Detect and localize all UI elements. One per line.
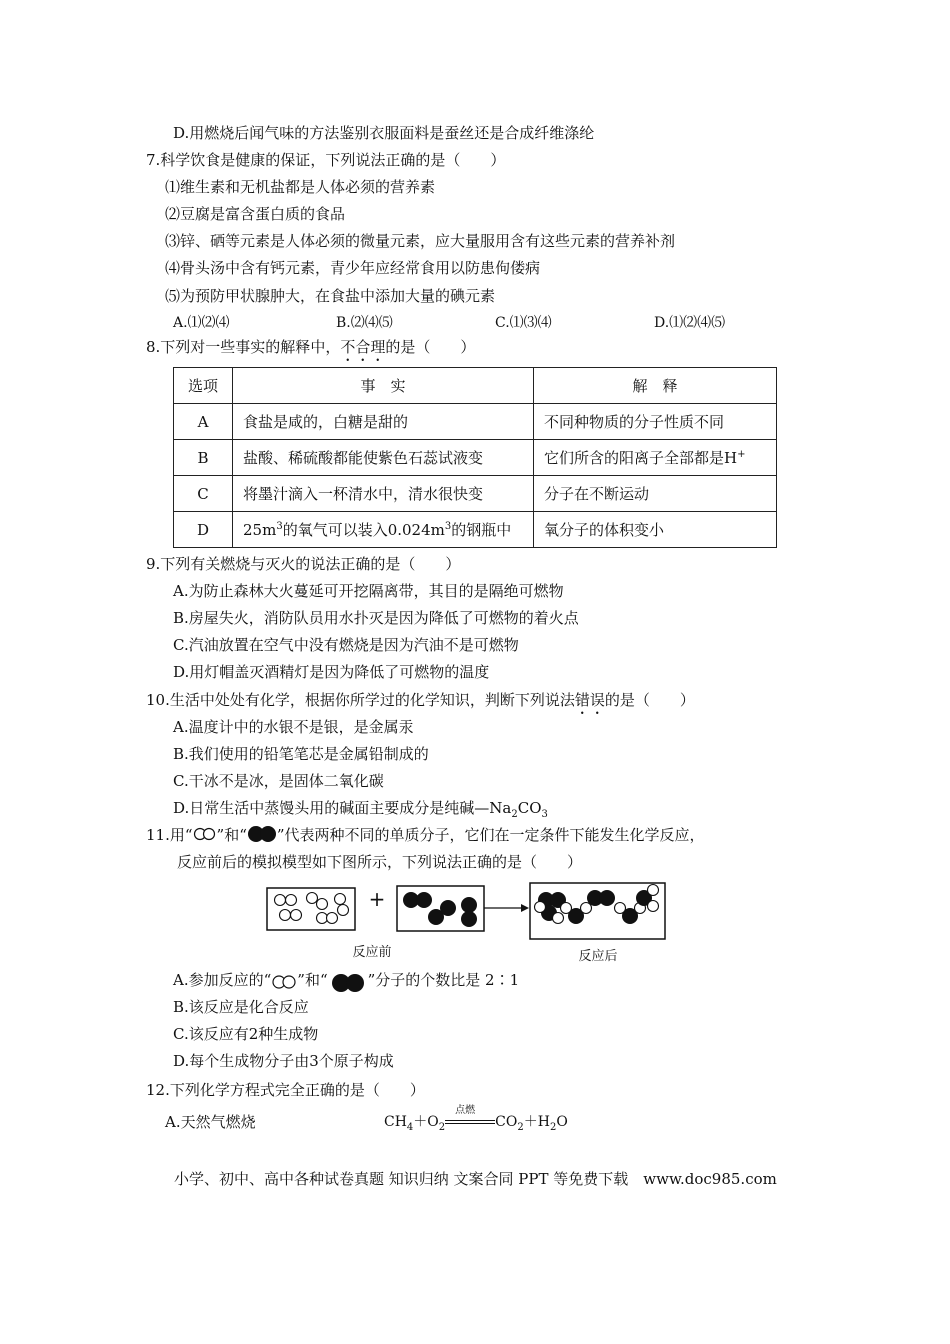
row-fact bbox=[233, 512, 534, 548]
label-after: 反应后 bbox=[578, 949, 618, 964]
q10-option-b: B.我们使用的铅笔笔芯是金属铅制成的 bbox=[173, 745, 429, 763]
row-fact: 盐酸、稀硫酸都能使紫色石蕊试液变 bbox=[233, 440, 534, 476]
q10-stem-emphasis: 错误 bbox=[574, 691, 605, 709]
q8-table bbox=[173, 367, 777, 548]
reaction-condition bbox=[445, 1105, 495, 1129]
ion-charge-sup: + bbox=[737, 449, 746, 460]
q8-stem-emphasis: 不合理 bbox=[340, 338, 386, 356]
white-molecule-icon bbox=[271, 973, 297, 989]
eq-sub: 2 bbox=[438, 1121, 446, 1133]
header-fact: 事 实 bbox=[233, 368, 534, 404]
q11-stem-line1 bbox=[146, 825, 705, 845]
row-explanation bbox=[534, 440, 777, 476]
double-line-top bbox=[445, 1120, 495, 1121]
eq-sub: 4 bbox=[406, 1121, 414, 1133]
q11-option-c: C.该反应有2种生成物 bbox=[173, 1025, 319, 1043]
q7-item-4: ⑷骨头汤中含有钙元素，青少年应经常食用以防患佝偻病 bbox=[165, 259, 541, 277]
q9-option-d: D.用灯帽盖灭酒精灯是因为降低了可燃物的温度 bbox=[173, 663, 490, 681]
page-footer: 小学、初中、高中各种试卷真题 知识归纳 文案合同 PPT 等免费下载 www.doc985.com bbox=[174, 1170, 777, 1188]
q9-option-a: A.为防止森林大火蔓延可开挖隔离带，其目的是隔绝可燃物 bbox=[173, 582, 564, 600]
row-explanation: 分子在不断运动 bbox=[534, 476, 777, 512]
arrow-head-icon bbox=[521, 904, 529, 912]
q11-option-b: B.该反应是化合反应 bbox=[173, 998, 309, 1016]
q7-item-2: ⑵豆腐是富含蛋白质的食品 bbox=[165, 205, 346, 223]
q7-stem: 7.科学饮食是健康的保证，下列说法正确的是（ ） bbox=[146, 151, 506, 169]
q10-option-d-text: D.日常生活中蒸馒头用的碱面主要成分是纯碱—Na bbox=[173, 799, 512, 817]
row-label: B bbox=[174, 440, 233, 476]
q8-stem bbox=[146, 337, 475, 365]
q8-stem-post: 的是（ ） bbox=[385, 338, 476, 356]
q7-item-5: ⑸为预防甲状腺肿大，在食盐中添加大量的碘元素 bbox=[165, 287, 496, 305]
q11-stem-b: ”和“ bbox=[216, 826, 247, 844]
volume-a: 25m bbox=[243, 521, 277, 539]
eq-end: O bbox=[556, 1114, 568, 1130]
eq-left: CH bbox=[384, 1114, 407, 1130]
table-row bbox=[174, 476, 777, 512]
q9-option-c: C.汽油放置在空气中没有燃烧是因为汽油不是可燃物 bbox=[173, 636, 519, 654]
q7-option-a: A.⑴⑵⑷ bbox=[173, 315, 230, 331]
q10-option-d bbox=[173, 798, 548, 825]
row-explanation: 氧分子的体积变小 bbox=[534, 512, 777, 548]
q10-stem bbox=[146, 690, 695, 718]
eq-plus: ＋O bbox=[413, 1114, 439, 1130]
label-before: 反应前 bbox=[352, 945, 392, 960]
q7-item-3: ⑶锌、硒等元素是人体必须的微量元素，应大量服用含有这些元素的营养补剂 bbox=[165, 232, 676, 250]
formula-sub: 2 bbox=[511, 809, 518, 820]
table-header-row bbox=[174, 368, 777, 404]
row-label: A bbox=[174, 404, 233, 440]
black-molecule-icon bbox=[328, 971, 368, 993]
eq-sub: 2 bbox=[517, 1121, 524, 1133]
header-option: 选项 bbox=[174, 368, 233, 404]
q7-option-c: C.⑴⑶⑷ bbox=[495, 315, 552, 331]
q9-stem: 9.下列有关燃烧与灭火的说法正确的是（ ） bbox=[146, 555, 461, 573]
q11-option-a bbox=[173, 970, 519, 993]
q11-stem-c: ”代表两种不同的单质分子，它们在一定条件下能发生化学反应， bbox=[276, 826, 705, 844]
q6-option-d: D.用燃烧后闻气味的方法鉴别衣服面料是蚕丝还是合成纤维涤纶 bbox=[173, 124, 595, 142]
row-fact: 食盐是咸的，白糖是甜的 bbox=[233, 404, 534, 440]
black-molecule-icon bbox=[247, 825, 277, 843]
cube-sup: 3 bbox=[444, 521, 452, 532]
header-explanation: 解 释 bbox=[534, 368, 777, 404]
volume-c: 的钢瓶中 bbox=[451, 521, 512, 539]
q11-option-d: D.每个生成物分子由3个原子构成 bbox=[173, 1052, 394, 1070]
formula-sub: 3 bbox=[541, 809, 548, 820]
q10-option-c: C.干冰不是冰，是固体二氧化碳 bbox=[173, 772, 384, 790]
row-fact: 将墨汁滴入一杯清水中，清水很快变 bbox=[233, 476, 534, 512]
eq-right: CO bbox=[495, 1114, 518, 1130]
plus-sign: + bbox=[368, 887, 386, 911]
q11-option-a-post: ”分子的个数比是 2∶1 bbox=[367, 971, 520, 989]
double-line-bottom bbox=[445, 1123, 495, 1124]
row-label: D bbox=[174, 512, 233, 548]
row-explanation: 不同种物质的分子性质不同 bbox=[534, 404, 777, 440]
reaction-model-diagram bbox=[258, 878, 678, 968]
q10-stem-pre: 10.生活中处处有化学，根据你所学过的化学知识，判断下列说法 bbox=[146, 691, 575, 709]
q11-option-a-mid: ”和“ bbox=[297, 971, 328, 989]
q11-stem-a: 11.用“ bbox=[146, 826, 193, 844]
q9-option-b: B.房屋失火，消防队员用水扑灭是因为降低了可燃物的着火点 bbox=[173, 609, 579, 627]
table-row bbox=[174, 512, 777, 548]
q12-equation bbox=[384, 1105, 568, 1138]
table-row bbox=[174, 404, 777, 440]
condition-ignite: 点燃 bbox=[455, 1105, 476, 1116]
q12-stem: 12.下列化学方程式完全正确的是（ ） bbox=[146, 1081, 425, 1099]
q11-stem-line2: 反应前后的模拟模型如下图所示，下列说法正确的是（ ） bbox=[177, 853, 583, 871]
q11-option-a-pre: A.参加反应的“ bbox=[173, 971, 272, 989]
q10-option-a: A.温度计中的水银不是银，是金属汞 bbox=[173, 718, 414, 736]
q7-option-d: D.⑴⑵⑷⑸ bbox=[654, 315, 726, 331]
eq-plus: ＋H bbox=[523, 1114, 550, 1130]
q10-stem-post: 的是（ ） bbox=[604, 691, 695, 709]
table-row bbox=[174, 440, 777, 476]
volume-b: 的氧气可以装入0.024m bbox=[282, 521, 445, 539]
row-label: C bbox=[174, 476, 233, 512]
q8-stem-pre: 8.下列对一些事实的解释中， bbox=[146, 338, 341, 356]
q7-option-b: B.⑵⑷⑸ bbox=[336, 315, 393, 331]
cube-sup: 3 bbox=[276, 521, 283, 532]
q7-item-1: ⑴维生素和无机盐都是人体必须的营养素 bbox=[165, 178, 436, 196]
formula-mid: CO bbox=[517, 799, 542, 817]
white-molecule-icon bbox=[193, 827, 217, 841]
q12-option-a: A.天然气燃烧 bbox=[165, 1113, 256, 1131]
row-explanation-text: 它们所含的阳离子全部都是H bbox=[544, 449, 738, 467]
eq-sub: 2 bbox=[549, 1121, 557, 1133]
